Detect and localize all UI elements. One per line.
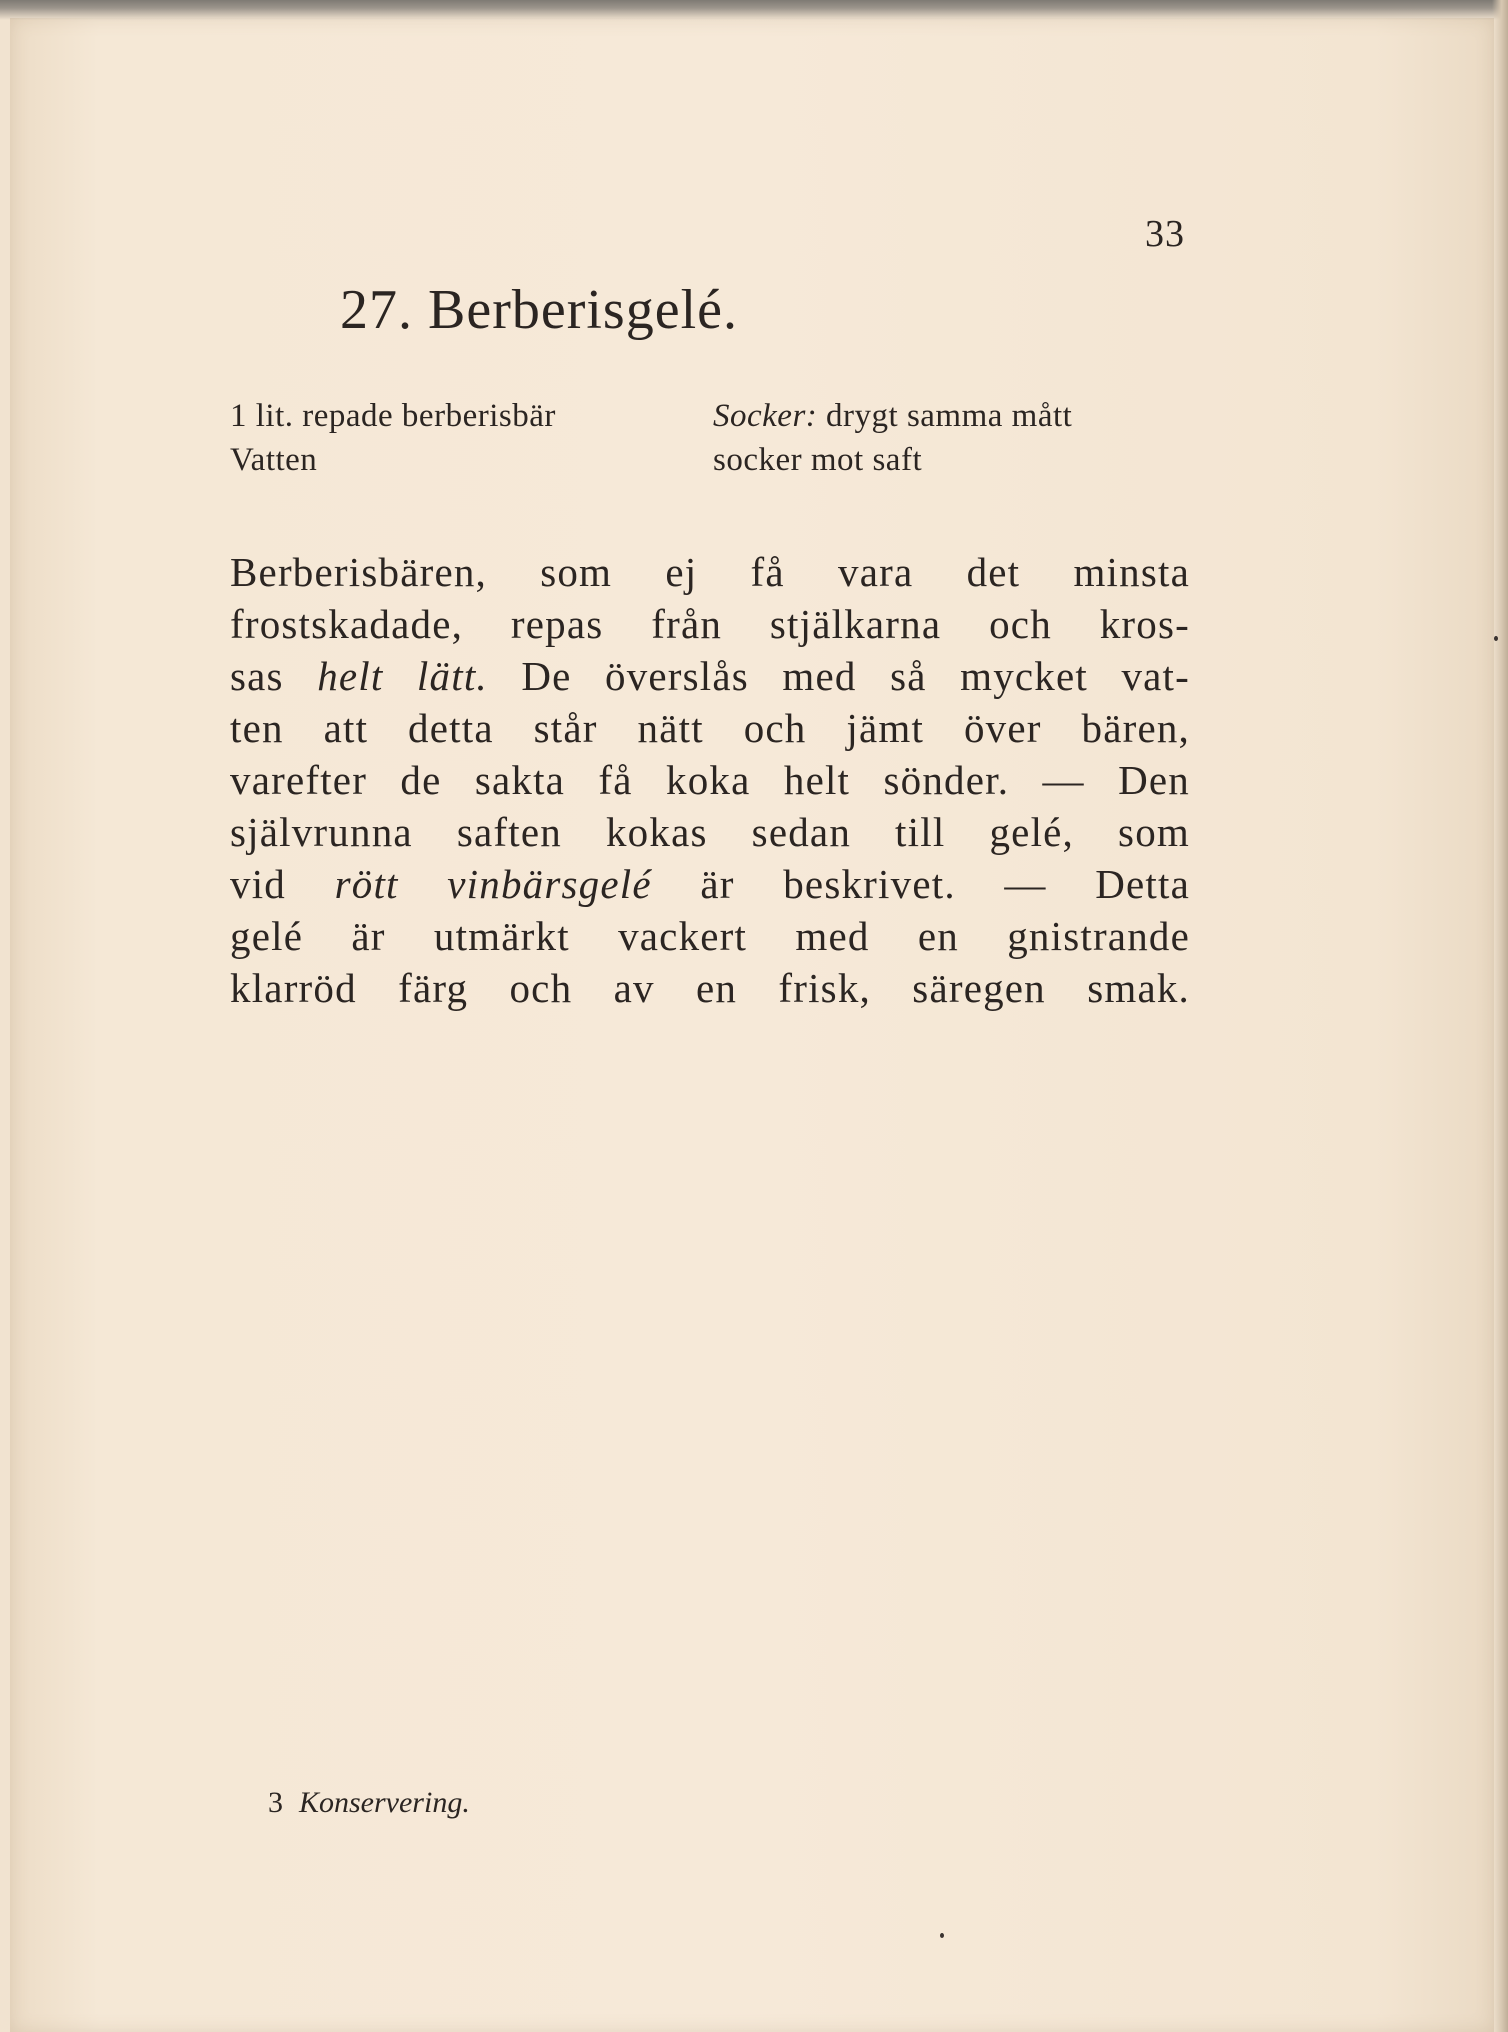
ink-speck bbox=[940, 1933, 944, 1938]
recipe-title: 27. Berberisgelé. bbox=[340, 279, 738, 341]
emphasis-text: rött vinbärsgelé bbox=[334, 861, 652, 907]
ingredient-berries: 1 lit. repade berberisbär bbox=[230, 398, 556, 434]
ingredient-sugar-cont: socker mot saft bbox=[713, 442, 923, 478]
body-line bbox=[230, 652, 1190, 700]
paper-sheet bbox=[10, 18, 1494, 2032]
body-line: självrunna saften kokas sedan till gelé, som bbox=[230, 809, 1190, 855]
sugar-amount: drygt samma mått bbox=[817, 398, 1073, 434]
ingredient-water: Vatten bbox=[230, 442, 318, 478]
signature-mark bbox=[268, 1786, 470, 1820]
ingredient-sugar bbox=[713, 398, 1072, 435]
right-page-edge bbox=[1492, 0, 1508, 2032]
body-text: De överslås med så mycket vat- bbox=[487, 653, 1190, 699]
body-line bbox=[230, 860, 1190, 908]
emphasis-text: helt lätt. bbox=[317, 653, 488, 699]
body-line: varefter de sakta få koka helt sönder. — Den bbox=[230, 757, 1190, 803]
body-text: vid bbox=[230, 861, 335, 907]
body-line: gelé är utmärkt vackert med en gnistrande bbox=[230, 913, 1190, 959]
top-edge-shadow bbox=[0, 0, 1508, 20]
body-text: är beskrivet. — Detta bbox=[651, 861, 1190, 907]
page-number: 33 bbox=[1145, 213, 1185, 255]
body-text: sas bbox=[230, 653, 318, 699]
sugar-label: Socker: bbox=[713, 398, 818, 434]
body-line: klarröd färg och av en frisk, säregen smak. bbox=[230, 965, 1190, 1011]
body-line: Berberisbären, som ej få vara det minsta bbox=[230, 549, 1190, 595]
ink-speck bbox=[1494, 636, 1498, 641]
body-line: frostskadade, repas från stjälkarna och kros- bbox=[230, 601, 1190, 647]
body-line: ten att detta står nätt och jämt över bären, bbox=[230, 705, 1190, 751]
signature-number: 3 bbox=[268, 1786, 283, 1819]
signature-title: Konservering. bbox=[299, 1786, 470, 1819]
